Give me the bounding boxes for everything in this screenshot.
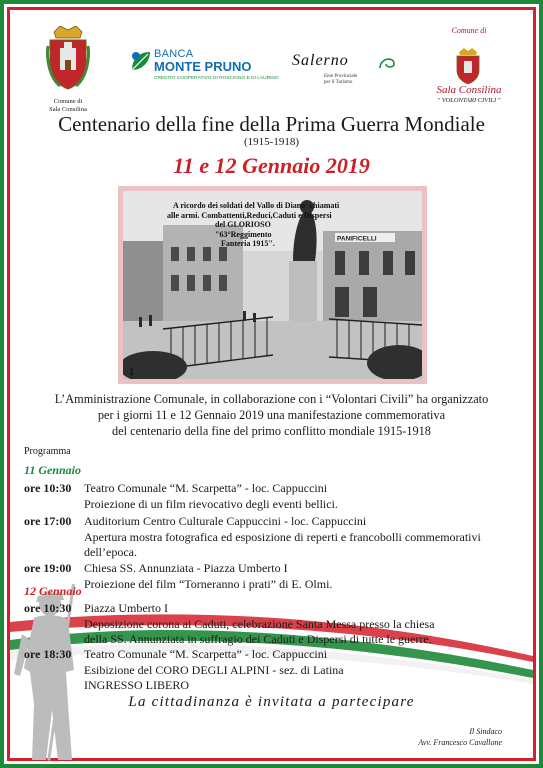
event-place: Teatro Comunale “M. Scarpetta” - loc. Cappuccini [84, 647, 328, 661]
intro-paragraph: L’Amministrazione Comunale, in collaborazione con i “Volontari Civili” ha organizzato per i giorni 11 e 12 Gennaio 2019 una manifestazione commemorativa del centenario della fine del primo conflitto mondiale 1915-1918 [54, 392, 489, 438]
sala-consilina-crest-icon [46, 26, 90, 90]
program-label: Programma [24, 446, 71, 457]
historical-photo-frame [118, 186, 427, 384]
day2-heading: 12 Gennaio [24, 584, 82, 598]
salerno-tourism-logo: Salerno Ente Provinciale per il Turismo [292, 50, 402, 100]
bank-monte-pruno-logo: BANCA MONTE PRUNO CREDITO COOPERATIVO DI ROSCIGNO E DI LAURINO [130, 46, 255, 86]
event-desc: Proiezione del film “Torneranno i prati” di E. Olmi. [84, 577, 333, 591]
page-title: Centenario della fine della Prima Guerra Mondiale [58, 112, 485, 136]
shop-sign: PANIFICELLI [337, 235, 377, 243]
signature-role: Il Sindaco [469, 727, 502, 736]
event-desc: INGRESSO LIBERO [84, 678, 190, 692]
crest-caption: Comune di Sala Consilina [49, 98, 87, 113]
event-desc: Esibizione del CORO DEGLI ALPINI - sez. di Latina [84, 663, 344, 677]
historical-photo [123, 191, 422, 379]
event-place: Teatro Comunale “M. Scarpetta” - loc. Cappuccini [84, 481, 328, 495]
day1-heading: 11 Gennaio [24, 463, 82, 477]
volontari-civili-header: Comune di [451, 26, 487, 35]
volontari-civili-crest-icon [455, 48, 481, 84]
bank-leaf-icon [130, 50, 152, 72]
event-desc: della SS. Annunziata in suffragio dei Caduti e Dispersi di tutte le guerre. [84, 632, 432, 646]
event-desc: Proiezione di un film rievocativo degli eventi bellici. [84, 497, 338, 511]
swirl-icon [378, 56, 396, 70]
event-desc: Deposizione corona ai Caduti, celebrazione Santa Messa presso la chiesa [84, 617, 435, 631]
signature-name: Avv. Francesco Cavallone [418, 738, 502, 747]
event-time: ore 19:00 [24, 561, 72, 575]
event-place: Chiesa SS. Annunziata - Piazza Umberto I [84, 561, 288, 575]
event-place: Piazza Umberto I [84, 601, 168, 615]
event-desc: dell’epoca. [84, 545, 137, 559]
event-time: ore 17:00 [24, 514, 72, 528]
event-desc: Apertura mostra fotografica ed esposizione di reperti e francobolli commemorativi [84, 530, 481, 544]
photo-stamp: 1 [129, 367, 134, 378]
event-time: ore 10:30 [24, 601, 72, 615]
title-years: (1915-1918) [244, 136, 299, 148]
event-date: 11 e 12 Gennaio 2019 [173, 153, 370, 178]
photo-caption: A ricordo dei soldati del Vallo di Diano' chiamati alle armi. Combattenti,Reduci,Caduti e Dispersi del GLORIOSO "63°Reggimento Fanteria 1915". [167, 201, 340, 248]
header-logos: Comune di Sala Consilina BANCA MONTE PRUNO CREDITO COOPERATIVO DI ROSCIGNO E DI LAURINO Salerno Ente Provinciale per il Turismo Comune di Sala Consilina " VOLONTARI CIVILI " [0, 20, 543, 105]
event-place: Auditorium Centro Culturale Cappuccini - loc. Cappuccini [84, 514, 367, 528]
event-time: ore 18:30 [24, 647, 72, 661]
event-time: ore 10:30 [24, 481, 72, 495]
invitation-line: La cittadinanza è invitata a partecipare [128, 694, 415, 710]
